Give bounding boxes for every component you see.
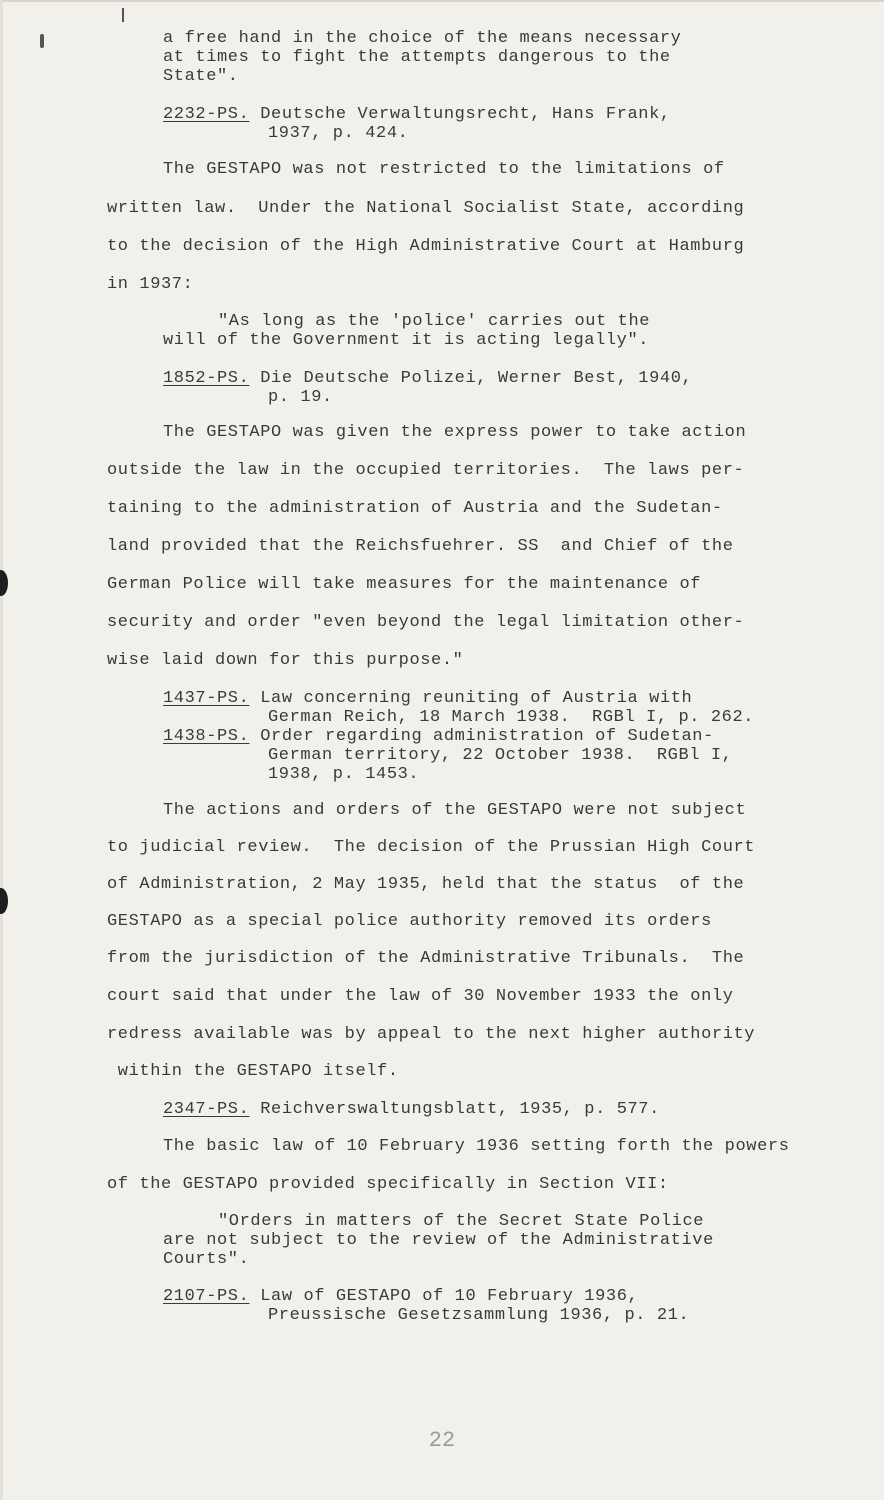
page-left-edge bbox=[0, 0, 3, 1500]
paragraph-line: land provided that the Reichsfuehrer. SS and Chief of the bbox=[107, 537, 734, 556]
paragraph-line: in 1937: bbox=[107, 275, 194, 294]
citation: 1438-PS. Order regarding administration of Sudetan- bbox=[163, 727, 714, 746]
ink-mark bbox=[40, 34, 44, 48]
paragraph-line: of Administration, 2 May 1935, held that the status of the bbox=[107, 875, 745, 894]
quote-line: will of the Government it is acting legally". bbox=[163, 331, 650, 350]
citation: 1852-PS. Die Deutsche Polizei, Werner Best, 1940, bbox=[163, 369, 693, 388]
citation-line: 1938, p. 1453. bbox=[268, 765, 420, 784]
citation-id: 1437-PS. bbox=[163, 689, 250, 708]
ink-mark bbox=[122, 8, 124, 22]
citation-line: Preussische Gesetzsammlung 1936, p. 21. bbox=[268, 1306, 690, 1325]
citation: 2347-PS. Reichverswaltungsblatt, 1935, p. 577. bbox=[163, 1100, 660, 1119]
paragraph-line: The GESTAPO was given the express power to take action bbox=[163, 423, 747, 442]
citation-line: 1937, p. 424. bbox=[268, 124, 409, 143]
punch-hole-mark bbox=[0, 888, 8, 914]
paragraph-line: security and order "even beyond the legal limitation other- bbox=[107, 613, 745, 632]
paragraph-line: outside the law in the occupied territories. The laws per- bbox=[107, 461, 745, 480]
punch-hole-mark bbox=[0, 570, 8, 596]
citation-line: German territory, 22 October 1938. RGBl I, bbox=[268, 746, 733, 765]
paragraph-line: to judicial review. The decision of the Prussian High Court bbox=[107, 838, 756, 857]
paragraph-line: The GESTAPO was not restricted to the limitations of bbox=[163, 160, 725, 179]
paragraph-line: court said that under the law of 30 November 1933 the only bbox=[107, 987, 734, 1006]
paragraph-line: redress available was by appeal to the next higher authority bbox=[107, 1025, 756, 1044]
quote-line: at times to fight the attempts dangerous to the bbox=[163, 48, 671, 67]
paragraph-line: The actions and orders of the GESTAPO were not subject bbox=[163, 801, 747, 820]
paragraph-line: German Police will take measures for the maintenance of bbox=[107, 575, 702, 594]
paragraph-line: GESTAPO as a special police authority removed its orders bbox=[107, 912, 712, 931]
citation-id: 2347-PS. bbox=[163, 1100, 250, 1119]
page-top-edge bbox=[0, 0, 884, 2]
citation-id: 1852-PS. bbox=[163, 369, 250, 388]
citation-id: 1438-PS. bbox=[163, 727, 250, 746]
quote-line: are not subject to the review of the Administrative bbox=[163, 1231, 714, 1250]
paragraph-line: of the GESTAPO provided specifically in Section VII: bbox=[107, 1175, 669, 1194]
paragraph-line: wise laid down for this purpose." bbox=[107, 651, 464, 670]
quote-line: State". bbox=[163, 67, 239, 86]
page-number: 22 bbox=[428, 1428, 456, 1453]
paragraph-line: within the GESTAPO itself. bbox=[107, 1062, 399, 1081]
citation-line: p. 19. bbox=[268, 388, 333, 407]
citation: 2232-PS. Deutsche Verwaltungsrecht, Hans Frank, bbox=[163, 105, 671, 124]
quote-line: a free hand in the choice of the means necessary bbox=[163, 29, 682, 48]
citation-id: 2232-PS. bbox=[163, 105, 250, 124]
citation: 1437-PS. Law concerning reuniting of Austria with bbox=[163, 689, 693, 708]
paragraph-line: written law. Under the National Socialist State, according bbox=[107, 199, 745, 218]
quote-line: Courts". bbox=[163, 1250, 250, 1269]
citation-id: 2107-PS. bbox=[163, 1287, 250, 1306]
citation: 2107-PS. Law of GESTAPO of 10 February 1936, bbox=[163, 1287, 639, 1306]
citation-line: German Reich, 18 March 1938. RGBl I, p. 262. bbox=[268, 708, 755, 727]
paragraph-line: to the decision of the High Administrative Court at Hamburg bbox=[107, 237, 745, 256]
paragraph-line: from the jurisdiction of the Administrative Tribunals. The bbox=[107, 949, 745, 968]
quote-line: "As long as the 'police' carries out the bbox=[218, 312, 651, 331]
quote-line: "Orders in matters of the Secret State Police bbox=[218, 1212, 705, 1231]
paragraph-line: The basic law of 10 February 1936 setting forth the powers bbox=[163, 1137, 790, 1156]
paragraph-line: taining to the administration of Austria and the Sudetan- bbox=[107, 499, 723, 518]
